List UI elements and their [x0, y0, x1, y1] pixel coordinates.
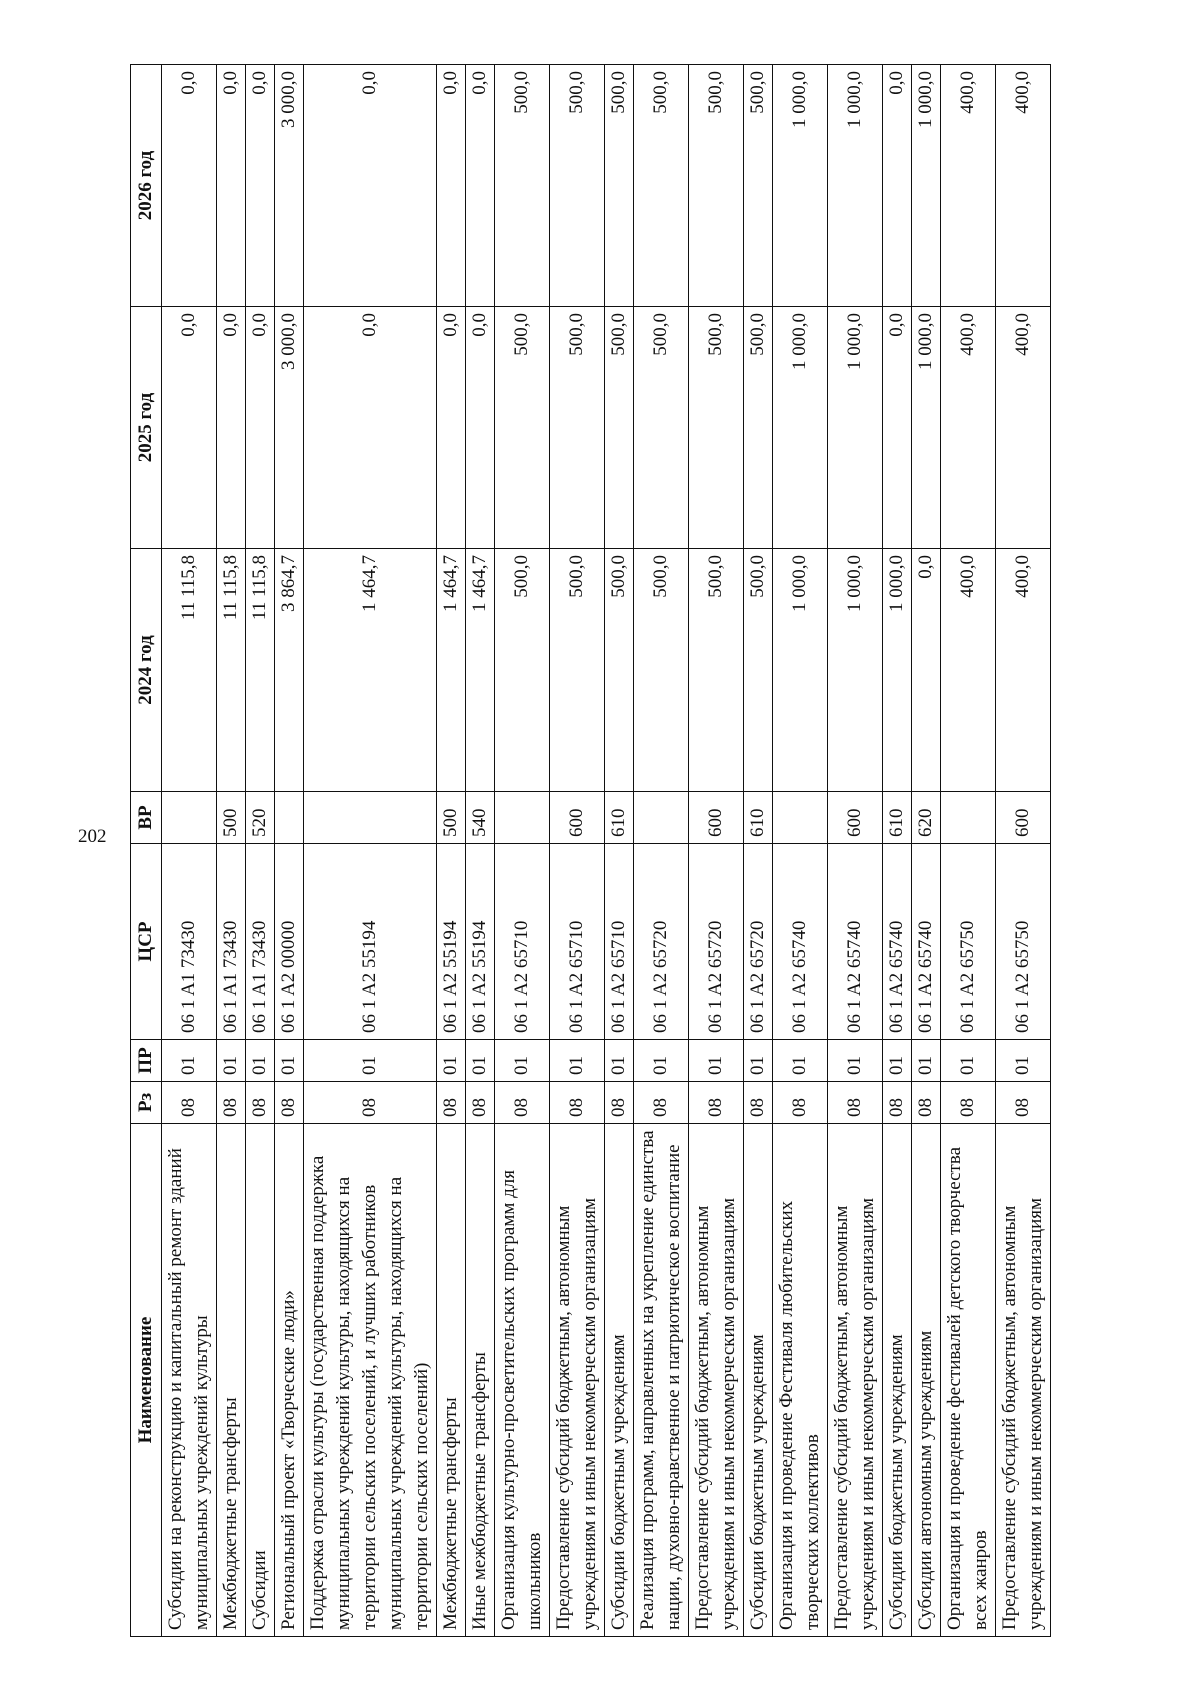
cell-2026: 500,0: [689, 65, 744, 307]
table-row: [744, 65, 773, 1637]
cell-pr: 01: [634, 1040, 689, 1082]
cell-pr: 01: [495, 1040, 550, 1082]
table-row: [466, 65, 495, 1637]
cell-2026: 500,0: [744, 65, 773, 307]
cell-vr: 500: [437, 792, 466, 844]
cell-2025: 500,0: [495, 307, 550, 549]
table-row: [941, 65, 996, 1637]
cell-rz: 08: [912, 1082, 941, 1124]
cell-2026: 0,0: [162, 65, 217, 307]
cell-rz: 08: [744, 1082, 773, 1124]
cell-2025: 500,0: [744, 307, 773, 549]
table-row: [275, 65, 304, 1637]
cell-name: Субсидии бюджетным учреждениям: [605, 1124, 634, 1637]
cell-2026: 3 000,0: [275, 65, 304, 307]
header-rz: Рз: [131, 1082, 162, 1124]
cell-vr: [941, 792, 996, 844]
table-header-row: [131, 65, 162, 1637]
cell-rz: 08: [634, 1082, 689, 1124]
cell-2025: 400,0: [996, 307, 1051, 549]
cell-2026: 0,0: [246, 65, 275, 307]
cell-csr: 06 1 A1 73430: [162, 844, 217, 1040]
cell-csr: 06 1 A2 00000: [275, 844, 304, 1040]
cell-pr: 01: [773, 1040, 828, 1082]
cell-2025: 3 000,0: [275, 307, 304, 549]
table-row: [217, 65, 246, 1637]
cell-csr: 06 1 A1 73430: [246, 844, 275, 1040]
cell-2024: 400,0: [941, 549, 996, 792]
table-row: [246, 65, 275, 1637]
table-row: [996, 65, 1051, 1637]
cell-rz: 08: [773, 1082, 828, 1124]
table-row: [634, 65, 689, 1637]
cell-2025: 0,0: [466, 307, 495, 549]
cell-pr: 01: [162, 1040, 217, 1082]
cell-vr: 500: [217, 792, 246, 844]
cell-vr: 600: [828, 792, 883, 844]
cell-csr: 06 1 A2 65750: [996, 844, 1051, 1040]
cell-rz: 08: [162, 1082, 217, 1124]
cell-pr: 01: [689, 1040, 744, 1082]
cell-vr: 610: [744, 792, 773, 844]
cell-rz: 08: [828, 1082, 883, 1124]
table-row: [550, 65, 605, 1637]
cell-2025: 0,0: [883, 307, 912, 549]
table-row: [605, 65, 634, 1637]
cell-2025: 500,0: [634, 307, 689, 549]
cell-rz: 08: [275, 1082, 304, 1124]
cell-name: Субсидии автономным учреждениям: [912, 1124, 941, 1637]
cell-name: Межбюджетные трансферты: [217, 1124, 246, 1637]
cell-name: Региональный проект «Творческие люди»: [275, 1124, 304, 1637]
table-body: [162, 65, 1051, 1637]
cell-vr: [304, 792, 437, 844]
cell-csr: 06 1 A2 65720: [634, 844, 689, 1040]
cell-pr: 01: [912, 1040, 941, 1082]
cell-name: Предоставление субсидий бюджетным, автономным учреждениям и иным некоммерческим организациям: [550, 1124, 605, 1637]
header-2026: 2026 год: [131, 65, 162, 307]
cell-name: Иные межбюджетные трансферты: [466, 1124, 495, 1637]
cell-pr: 01: [437, 1040, 466, 1082]
cell-rz: 08: [605, 1082, 634, 1124]
cell-2026: 1 000,0: [773, 65, 828, 307]
cell-vr: 600: [550, 792, 605, 844]
cell-rz: 08: [689, 1082, 744, 1124]
cell-vr: 600: [689, 792, 744, 844]
cell-name: Субсидии на реконструкцию и капитальный ремонт зданий муниципальных учреждений культуры: [162, 1124, 217, 1637]
cell-csr: 06 1 A2 55194: [437, 844, 466, 1040]
cell-csr: 06 1 A2 65740: [773, 844, 828, 1040]
cell-2024: 500,0: [689, 549, 744, 792]
cell-2024: 3 864,7: [275, 549, 304, 792]
cell-rz: 08: [550, 1082, 605, 1124]
cell-pr: 01: [883, 1040, 912, 1082]
table-row: [912, 65, 941, 1637]
cell-csr: 06 1 A2 65720: [689, 844, 744, 1040]
cell-2026: 400,0: [941, 65, 996, 307]
cell-csr: 06 1 A2 65740: [912, 844, 941, 1040]
cell-2025: 400,0: [941, 307, 996, 549]
cell-name: Предоставление субсидий бюджетным, автономным учреждениям и иным некоммерческим организациям: [689, 1124, 744, 1637]
cell-2024: 1 464,7: [437, 549, 466, 792]
cell-2026: 500,0: [634, 65, 689, 307]
cell-pr: 01: [217, 1040, 246, 1082]
cell-2024: 1 464,7: [466, 549, 495, 792]
cell-2026: 500,0: [550, 65, 605, 307]
cell-rz: 08: [304, 1082, 437, 1124]
cell-csr: 06 1 A1 73430: [217, 844, 246, 1040]
cell-vr: 610: [883, 792, 912, 844]
cell-vr: [773, 792, 828, 844]
cell-pr: 01: [605, 1040, 634, 1082]
cell-vr: 620: [912, 792, 941, 844]
table-row: [495, 65, 550, 1637]
cell-2026: 0,0: [466, 65, 495, 307]
table-row: [437, 65, 466, 1637]
cell-pr: 01: [828, 1040, 883, 1082]
cell-2026: 500,0: [605, 65, 634, 307]
cell-csr: 06 1 A2 65710: [605, 844, 634, 1040]
cell-2026: 1 000,0: [912, 65, 941, 307]
cell-rz: 08: [246, 1082, 275, 1124]
header-csr: ЦСР: [131, 844, 162, 1040]
table-row: [773, 65, 828, 1637]
cell-name: Межбюджетные трансферты: [437, 1124, 466, 1637]
cell-2025: 500,0: [605, 307, 634, 549]
cell-2024: 11 115,8: [162, 549, 217, 792]
cell-vr: 520: [246, 792, 275, 844]
table-row: [883, 65, 912, 1637]
cell-2025: 1 000,0: [773, 307, 828, 549]
cell-vr: 600: [996, 792, 1051, 844]
cell-2026: 0,0: [883, 65, 912, 307]
cell-name: Субсидии бюджетным учреждениям: [744, 1124, 773, 1637]
cell-2025: 1 000,0: [828, 307, 883, 549]
cell-2024: 500,0: [634, 549, 689, 792]
cell-csr: 06 1 A2 55194: [304, 844, 437, 1040]
cell-vr: [634, 792, 689, 844]
cell-name: Организация и проведение фестивалей детского творчества всех жанров: [941, 1124, 996, 1637]
cell-csr: 06 1 A2 55194: [466, 844, 495, 1040]
cell-csr: 06 1 A2 65710: [495, 844, 550, 1040]
cell-2024: 1 464,7: [304, 549, 437, 792]
cell-2024: 500,0: [605, 549, 634, 792]
cell-2025: 0,0: [162, 307, 217, 549]
cell-csr: 06 1 A2 65740: [828, 844, 883, 1040]
cell-vr: [162, 792, 217, 844]
cell-2024: 500,0: [550, 549, 605, 792]
cell-2025: 500,0: [550, 307, 605, 549]
cell-pr: 01: [744, 1040, 773, 1082]
cell-vr: [495, 792, 550, 844]
cell-rz: 08: [466, 1082, 495, 1124]
cell-2026: 0,0: [304, 65, 437, 307]
header-2024: 2024 год: [131, 549, 162, 792]
cell-2026: 1 000,0: [828, 65, 883, 307]
cell-rz: 08: [883, 1082, 912, 1124]
cell-2024: 1 000,0: [773, 549, 828, 792]
cell-vr: [275, 792, 304, 844]
cell-rz: 08: [495, 1082, 550, 1124]
cell-name: Субсидии: [246, 1124, 275, 1637]
cell-csr: 06 1 A2 65740: [883, 844, 912, 1040]
cell-2026: 500,0: [495, 65, 550, 307]
cell-pr: 01: [941, 1040, 996, 1082]
cell-pr: 01: [275, 1040, 304, 1082]
rotated-page-content: [130, 65, 1094, 1637]
cell-2024: 11 115,8: [217, 549, 246, 792]
table-row: [689, 65, 744, 1637]
cell-pr: 01: [466, 1040, 495, 1082]
cell-rz: 08: [217, 1082, 246, 1124]
cell-name: Реализация программ, направленных на укрепление единства нации, духовно-нравственное и патриотическое воспитание: [634, 1124, 689, 1637]
cell-name: Поддержка отрасли культуры (государственная поддержка муниципальных учреждений культуры, находящихся на территории сельских поселений, и лучших работников муниципальных учреждений культуры, находящихся на территории сельских поселений): [304, 1124, 437, 1637]
cell-pr: 01: [246, 1040, 275, 1082]
cell-2025: 0,0: [304, 307, 437, 549]
cell-2024: 1 000,0: [883, 549, 912, 792]
cell-csr: 06 1 A2 65750: [941, 844, 996, 1040]
cell-name: Организация и проведение Фестиваля любительских творческих коллективов: [773, 1124, 828, 1637]
header-name: Наименование: [131, 1124, 162, 1637]
budget-table: [130, 64, 1051, 1637]
cell-2024: 400,0: [996, 549, 1051, 792]
cell-2024: 11 115,8: [246, 549, 275, 792]
cell-csr: 06 1 A2 65710: [550, 844, 605, 1040]
cell-2026: 0,0: [217, 65, 246, 307]
page-number: 202: [78, 826, 107, 847]
cell-csr: 06 1 A2 65720: [744, 844, 773, 1040]
cell-2025: 1 000,0: [912, 307, 941, 549]
cell-2024: 0,0: [912, 549, 941, 792]
cell-pr: 01: [996, 1040, 1051, 1082]
cell-name: Предоставление субсидий бюджетным, автономным учреждениям и иным некоммерческим организациям: [828, 1124, 883, 1637]
cell-2024: 500,0: [495, 549, 550, 792]
table-row: [162, 65, 217, 1637]
table-row: [828, 65, 883, 1637]
cell-name: Организация культурно-просветительских программ для школьников: [495, 1124, 550, 1637]
cell-pr: 01: [550, 1040, 605, 1082]
cell-2026: 0,0: [437, 65, 466, 307]
cell-rz: 08: [437, 1082, 466, 1124]
cell-2025: 0,0: [217, 307, 246, 549]
cell-rz: 08: [941, 1082, 996, 1124]
cell-vr: 610: [605, 792, 634, 844]
header-vr: ВР: [131, 792, 162, 844]
cell-2024: 500,0: [744, 549, 773, 792]
cell-2024: 1 000,0: [828, 549, 883, 792]
header-2025: 2025 год: [131, 307, 162, 549]
cell-name: Субсидии бюджетным учреждениям: [883, 1124, 912, 1637]
cell-rz: 08: [996, 1082, 1051, 1124]
cell-2025: 500,0: [689, 307, 744, 549]
cell-2025: 0,0: [246, 307, 275, 549]
cell-2025: 0,0: [437, 307, 466, 549]
cell-2026: 400,0: [996, 65, 1051, 307]
cell-name: Предоставление субсидий бюджетным, автономным учреждениям и иным некоммерческим организациям: [996, 1124, 1051, 1637]
table-row: [304, 65, 437, 1637]
header-pr: ПР: [131, 1040, 162, 1082]
cell-vr: 540: [466, 792, 495, 844]
cell-pr: 01: [304, 1040, 437, 1082]
